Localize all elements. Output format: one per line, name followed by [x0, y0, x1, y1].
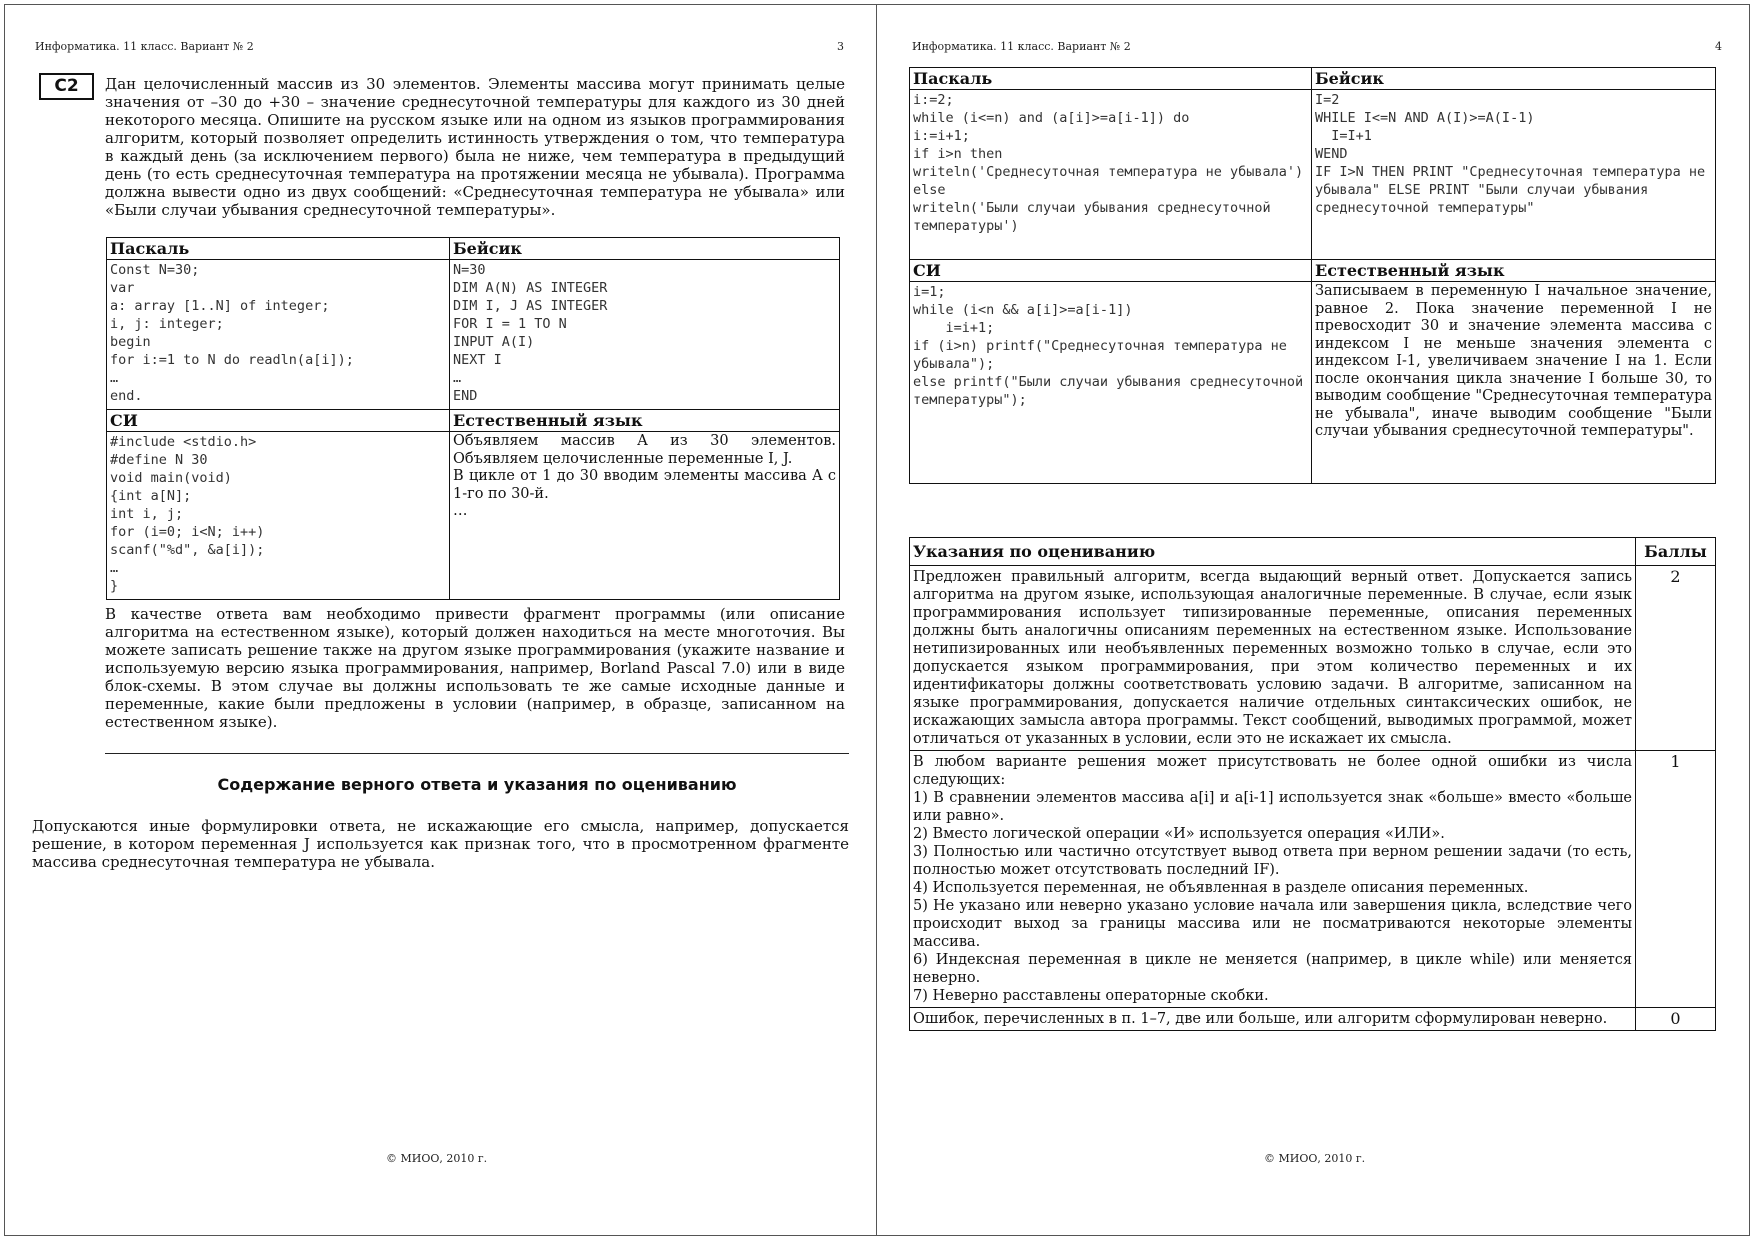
- section-heading: Содержание верного ответа и указания по оцениванию: [217, 775, 737, 794]
- pascal-header: Паскаль: [107, 238, 450, 260]
- criteria-header: Указания по оцениванию: [910, 538, 1636, 566]
- task-text: Дан целочисленный массив из 30 элементов. Элементы массива могут принимать целые значения от –30 до +30 – значение среднесуточной температуры для каждого из 30 дней некоторого месяца. Опишите на русском языке или на одном из языков программирования алгоритм, который позволяет определить истинность утверждения о том, что температура в каждый день (за исключением первого) была не ниже, чем температура в предыдущий день (то есть среднесуточная температура на протяжении месяца не убывала). Программа должна вывести одно из двух сообщений: «Среднесуточная температура не убывала» или «Были случаи убывания среднесуточной температуры».: [105, 75, 845, 219]
- page-3: [4, 4, 878, 1236]
- error-item: 7) Неверно расставлены операторные скобки.: [913, 988, 1269, 1004]
- page-header: Информатика. 11 класс. Вариант № 2: [912, 40, 1131, 53]
- criteria-row-1: [910, 751, 1636, 1008]
- c-header: СИ: [910, 260, 1312, 282]
- pascal-solution-code: i:=2; while (i<=n) and (a[i]>=a[i-1]) do i:=i+1; if i>n then writeln('Среднесуточная температура не убывала') else writeln('Были случаи убывания среднесуточной температуры'): [913, 92, 1304, 234]
- grading-table: [909, 537, 1716, 1031]
- natural-header: Естественный язык: [450, 410, 840, 432]
- points-2: 2: [1636, 566, 1716, 751]
- c-code: #include <stdio.h> #define N 30 void main(void) {int a[N]; int i, j; for (i=0; i<N; i++) scanf("%d", &a[i]); … }: [110, 434, 265, 594]
- natural-text-declare: Объявляем массив A из 30 элементов. Объявляем целочисленные переменные I, J.: [453, 433, 836, 467]
- errors-intro: В любом варианте решения может присутствовать не более одной ошибки из числа следующих:: [913, 754, 1632, 788]
- natural-text-ellipsis: …: [453, 503, 468, 519]
- page-4: [876, 4, 1750, 1236]
- c-header: СИ: [107, 410, 450, 432]
- error-item: 2) Вместо логической операции «И» используется операция «ИЛИ».: [913, 826, 1445, 842]
- section-divider: [105, 753, 849, 754]
- error-item: 6) Индексная переменная в цикле не меняется (например, в цикле while) или меняется неверно.: [913, 952, 1632, 986]
- criteria-row-0: Ошибок, перечисленных в п. 1–7, две или больше, или алгоритм сформулирован неверно.: [910, 1008, 1636, 1031]
- error-item: 3) Полностью или частично отсутствует вывод ответа при верном решении задачи (то есть, полностью может отсутствовать последний IF).: [913, 844, 1632, 878]
- task-label: С2: [39, 73, 94, 100]
- criteria-row-2: Предложен правильный алгоритм, всегда выдающий верный ответ. Допускается запись алгоритма на другом языке, использующая аналогичные переменные. В случае, если язык программирования использует типизированные переменные, описания переменных должны быть аналогичны описаниям переменных на естественном языке. Использование нетипизированных или необъявленных переменных возможно только в случае, если это допускается языком программирования, при этом количество переменных и их идентификаторы должны соответствовать условию задачи. В алгоритме, записанном на языке программирования, допускается наличие отдельных синтаксических ошибок, не искажающих замысла автора программы. Текст сообщений, выводимых программой, может отличаться от указанных в условии, если это не искажает их смысла.: [910, 566, 1636, 751]
- natural-text-loop: В цикле от 1 до 30 вводим элементы массива A с 1-го по 30-й.: [453, 468, 836, 502]
- solution-intro: Допускаются иные формулировки ответа, не искажающие его смысла, например, допускается решение, в котором переменная J используется как признак того, что в просмотренном фрагменте массива среднесуточная температура не убывала.: [32, 817, 849, 871]
- page-footer: © МИОО, 2010 г.: [386, 1152, 488, 1165]
- natural-header: Естественный язык: [1312, 260, 1716, 282]
- basic-header: Бейсик: [450, 238, 840, 260]
- points-header: Баллы: [1636, 538, 1716, 566]
- page-footer: © МИОО, 2010 г.: [1264, 1152, 1366, 1165]
- page-number: 3: [837, 40, 844, 53]
- error-item: 4) Используется переменная, не объявленная в разделе описания переменных.: [913, 880, 1529, 896]
- pascal-header: Паскаль: [910, 68, 1312, 90]
- c-solution-code: i=1; while (i<n && a[i]>=a[i-1]) i=i+1; if (i>n) printf("Среднесуточная температура не убывала"); else printf("Были случаи убывания среднесуточной температуры");: [913, 284, 1304, 408]
- points-1: 1: [1636, 751, 1716, 1008]
- answer-instructions: В качестве ответа вам необходимо привести фрагмент программы (или описание алгоритма на естественном языке), который должен находиться на месте многоточия. Вы можете записать решение также на другом языке программирования (укажите название и используемую версию языка программирования, например, Borland Pascal 7.0) или в виде блок-схемы. В этом случае вы должны использовать те же самые исходные данные и переменные, какие были предложены в условии (например, в образце, записанном на естественном языке).: [105, 605, 845, 731]
- basic-code: N=30 DIM A(N) AS INTEGER DIM I, J AS INTEGER FOR I = 1 TO N INPUT A(I) NEXT I … END: [453, 262, 608, 404]
- natural-solution-text: Записываем в переменную I начальное значение, равное 2. Пока значение переменной I не превосходит 30 и значение элемента массива с индексом I не меньше значения элемента с индексом I-1, увеличиваем значение I на 1. Если после окончания цикла значение I больше 30, то выводим сообщение "Среднесуточная температура не убывала", иначе выводим сообщение "Были случаи убывания среднесуточной температуры".: [1315, 283, 1712, 439]
- solution-code-table: [909, 67, 1716, 484]
- code-template-table: [106, 237, 840, 600]
- error-item: 1) В сравнении элементов массива a[i] и a[i-1] используется знак «больше» вместо «больше или равно».: [913, 790, 1632, 824]
- basic-header: Бейсик: [1312, 68, 1716, 90]
- points-0: 0: [1636, 1008, 1716, 1031]
- error-item: 5) Не указано или неверно указано условие начала или завершения цикла, вследствие чего происходит выход за границы массива или не посматриваются некоторые элементы массива.: [913, 898, 1632, 950]
- page-number: 4: [1715, 40, 1722, 53]
- pascal-code: Const N=30; var a: array [1..N] of integer; i, j: integer; begin for i:=1 to N do readln(a[i]); … end.: [110, 262, 354, 404]
- page-header: Информатика. 11 класс. Вариант № 2: [35, 40, 254, 53]
- basic-solution-code: I=2 WHILE I<=N AND A(I)>=A(I-1) I=I+1 WEND IF I>N THEN PRINT "Среднесуточная температура не убывала" ELSE PRINT "Были случаи убывания среднесуточной температуры": [1315, 92, 1706, 216]
